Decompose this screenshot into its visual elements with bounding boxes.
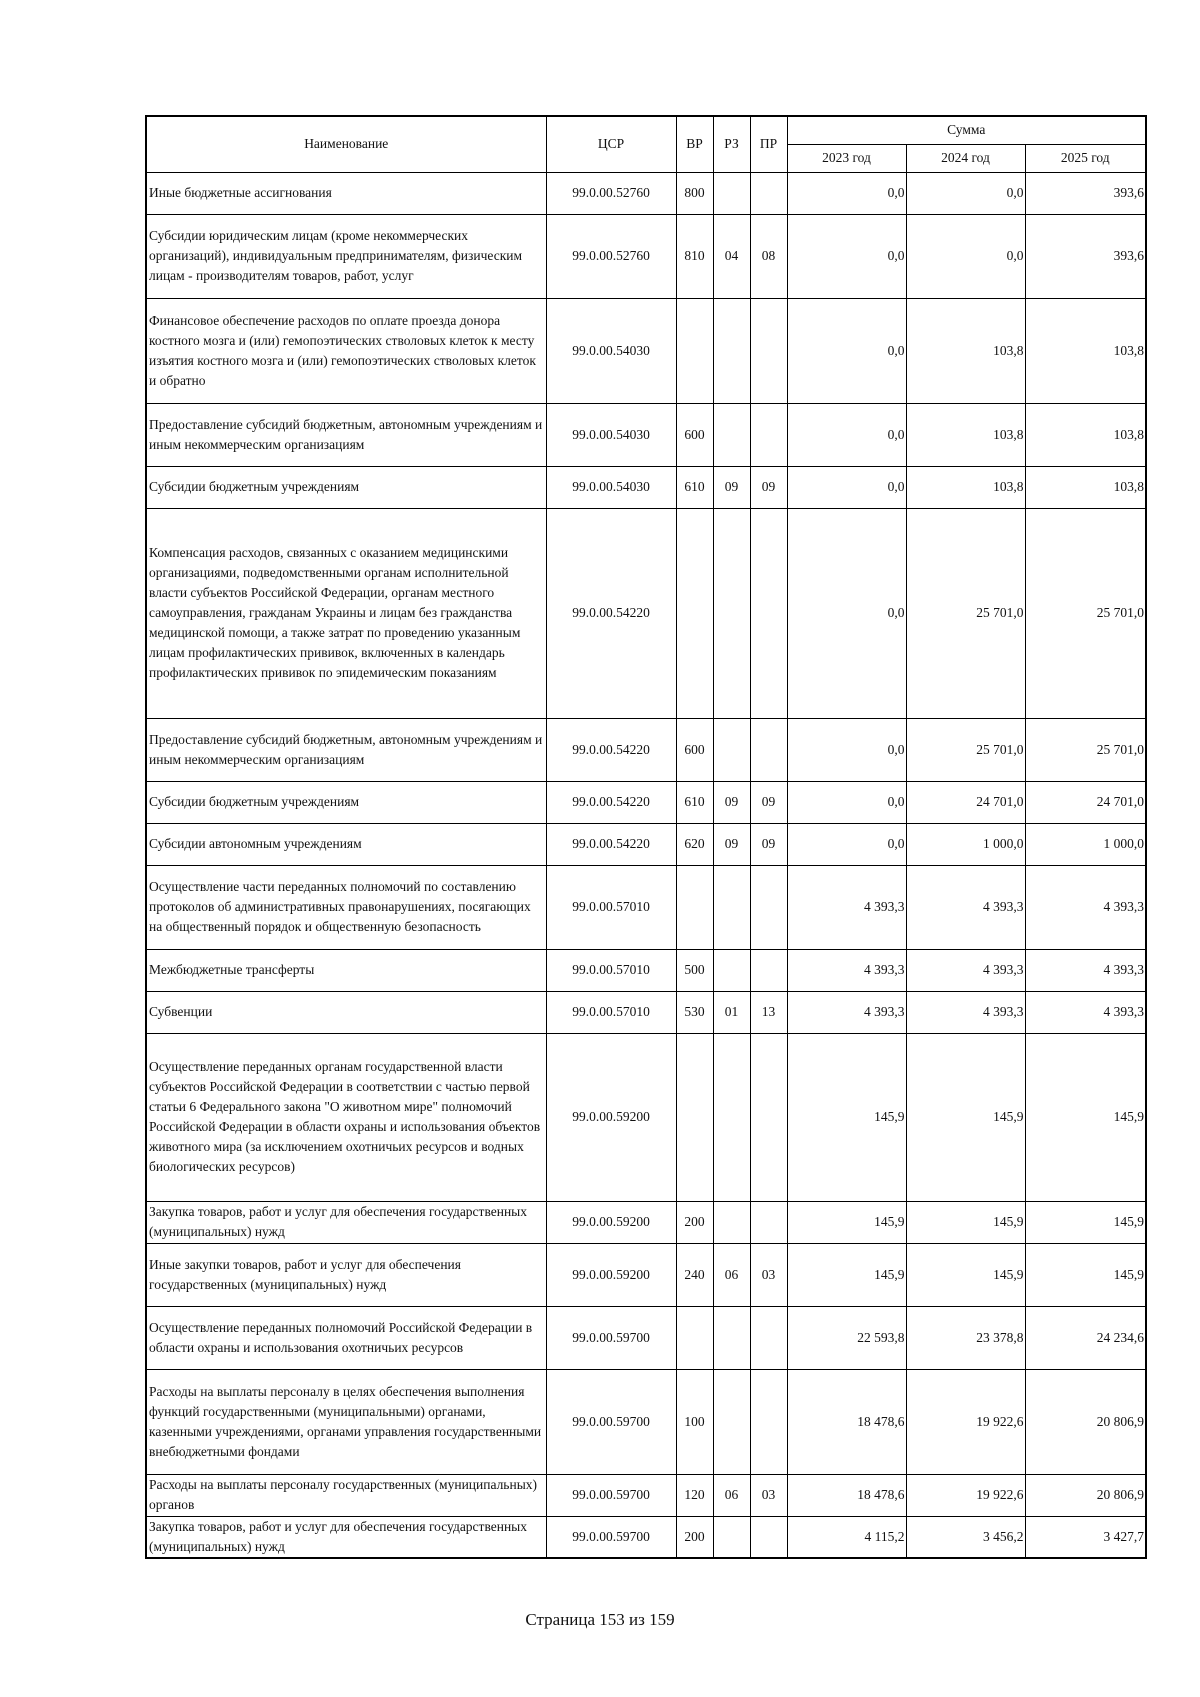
header-year-2025: 2025 год — [1025, 144, 1146, 172]
cell-pr: 03 — [750, 1474, 787, 1516]
cell-csr: 99.0.00.59700 — [546, 1516, 676, 1558]
budget-table — [145, 115, 1147, 1559]
header-row-top — [146, 116, 1146, 144]
cell-pr: 09 — [750, 823, 787, 865]
table-row — [146, 1474, 1146, 1516]
cell-2025: 103,8 — [1025, 466, 1146, 508]
cell-pr — [750, 172, 787, 214]
table-row — [146, 1516, 1146, 1558]
cell-csr: 99.0.00.59200 — [546, 1243, 676, 1306]
table-row — [146, 508, 1146, 718]
cell-2024: 23 378,8 — [906, 1306, 1025, 1369]
cell-rz: 09 — [713, 466, 750, 508]
cell-2024: 19 922,6 — [906, 1369, 1025, 1474]
cell-vr: 810 — [676, 214, 713, 298]
cell-pr — [750, 1369, 787, 1474]
cell-csr: 99.0.00.54220 — [546, 508, 676, 718]
cell-rz — [713, 1201, 750, 1243]
table-row — [146, 1243, 1146, 1306]
cell-csr: 99.0.00.54220 — [546, 718, 676, 781]
cell-csr: 99.0.00.54030 — [546, 466, 676, 508]
cell-csr: 99.0.00.59200 — [546, 1201, 676, 1243]
cell-csr: 99.0.00.57010 — [546, 991, 676, 1033]
cell-rz: 09 — [713, 781, 750, 823]
cell-2024: 24 701,0 — [906, 781, 1025, 823]
cell-vr: 610 — [676, 781, 713, 823]
cell-2025: 145,9 — [1025, 1201, 1146, 1243]
cell-2024: 1 000,0 — [906, 823, 1025, 865]
cell-csr: 99.0.00.52760 — [546, 172, 676, 214]
cell-pr: 09 — [750, 781, 787, 823]
cell-csr: 99.0.00.59200 — [546, 1033, 676, 1201]
cell-2024: 103,8 — [906, 298, 1025, 403]
cell-2025: 24 234,6 — [1025, 1306, 1146, 1369]
cell-name: Осуществление переданных органам государственной власти субъектов Российской Федерации в соответствии с частью первой статьи 6 Федерального закона "О животном мире" полномочий Российской Федерации в области охраны и использования объектов животного мира (за исключением охотничьих ресурсов и водных биологических ресурсов) — [146, 1033, 546, 1201]
cell-csr: 99.0.00.52760 — [546, 214, 676, 298]
cell-name: Субсидии бюджетным учреждениям — [146, 466, 546, 508]
cell-rz: 09 — [713, 823, 750, 865]
cell-name: Иные закупки товаров, работ и услуг для обеспечения государственных (муниципальных) нужд — [146, 1243, 546, 1306]
cell-rz — [713, 298, 750, 403]
cell-pr — [750, 949, 787, 991]
cell-csr: 99.0.00.54220 — [546, 781, 676, 823]
cell-2023: 4 393,3 — [787, 949, 906, 991]
cell-2025: 1 000,0 — [1025, 823, 1146, 865]
cell-vr: 500 — [676, 949, 713, 991]
cell-2025: 103,8 — [1025, 403, 1146, 466]
cell-2025: 103,8 — [1025, 298, 1146, 403]
cell-pr — [750, 508, 787, 718]
cell-pr: 13 — [750, 991, 787, 1033]
cell-2025: 25 701,0 — [1025, 508, 1146, 718]
cell-rz — [713, 1033, 750, 1201]
cell-2023: 0,0 — [787, 508, 906, 718]
cell-csr: 99.0.00.59700 — [546, 1474, 676, 1516]
cell-2023: 0,0 — [787, 466, 906, 508]
cell-name: Осуществление части переданных полномочий по составлению протоколов об административных правонарушениях, посягающих на общественный порядок и общественную безопасность — [146, 865, 546, 949]
table-row — [146, 718, 1146, 781]
cell-pr — [750, 1306, 787, 1369]
cell-csr: 99.0.00.57010 — [546, 865, 676, 949]
cell-2024: 4 393,3 — [906, 991, 1025, 1033]
cell-pr — [750, 1033, 787, 1201]
cell-name: Субсидии юридическим лицам (кроме некоммерческих организаций), индивидуальным предпринимателям, физическим лицам - производителям товаров, работ, услуг — [146, 214, 546, 298]
cell-name: Предоставление субсидий бюджетным, автономным учреждениям и иным некоммерческим организациям — [146, 403, 546, 466]
header-sum: Сумма — [787, 116, 1146, 144]
cell-name: Субсидии бюджетным учреждениям — [146, 781, 546, 823]
cell-2024: 103,8 — [906, 403, 1025, 466]
cell-2025: 20 806,9 — [1025, 1474, 1146, 1516]
cell-name: Осуществление переданных полномочий Российской Федерации в области охраны и использования охотничьих ресурсов — [146, 1306, 546, 1369]
cell-name: Расходы на выплаты персоналу в целях обеспечения выполнения функций государственными (муниципальными) органами, казенными учреждениями, органами управления государственными внебюджетными фондами — [146, 1369, 546, 1474]
cell-rz: 01 — [713, 991, 750, 1033]
cell-2024: 0,0 — [906, 172, 1025, 214]
cell-2024: 145,9 — [906, 1201, 1025, 1243]
cell-vr: 530 — [676, 991, 713, 1033]
cell-vr: 600 — [676, 718, 713, 781]
header-csr: ЦСР — [546, 116, 676, 172]
table-row — [146, 403, 1146, 466]
cell-2023: 4 393,3 — [787, 991, 906, 1033]
cell-name: Закупка товаров, работ и услуг для обеспечения государственных (муниципальных) нужд — [146, 1201, 546, 1243]
cell-vr: 240 — [676, 1243, 713, 1306]
cell-pr: 08 — [750, 214, 787, 298]
cell-2023: 0,0 — [787, 214, 906, 298]
cell-vr — [676, 298, 713, 403]
cell-2025: 24 701,0 — [1025, 781, 1146, 823]
cell-2025: 4 393,3 — [1025, 991, 1146, 1033]
cell-2023: 22 593,8 — [787, 1306, 906, 1369]
cell-2024: 145,9 — [906, 1033, 1025, 1201]
cell-2024: 25 701,0 — [906, 508, 1025, 718]
cell-pr — [750, 865, 787, 949]
cell-csr: 99.0.00.59700 — [546, 1369, 676, 1474]
cell-rz — [713, 508, 750, 718]
table-row — [146, 298, 1146, 403]
cell-name: Компенсация расходов, связанных с оказанием медицинскими организациями, подведомственными органам исполнительной власти субъектов Российской Федерации, органам местного самоуправления, гражданам Украины и лицам без гражданства медицинской помощи, а также затрат по проведению указанным лицам профилактических прививок, включенных в календарь профилактических прививок по эпидемическим показаниям — [146, 508, 546, 718]
cell-rz: 06 — [713, 1243, 750, 1306]
cell-vr — [676, 865, 713, 949]
cell-2023: 0,0 — [787, 823, 906, 865]
cell-2025: 20 806,9 — [1025, 1369, 1146, 1474]
cell-2024: 19 922,6 — [906, 1474, 1025, 1516]
cell-2024: 0,0 — [906, 214, 1025, 298]
cell-2023: 0,0 — [787, 172, 906, 214]
cell-rz — [713, 949, 750, 991]
cell-2023: 145,9 — [787, 1243, 906, 1306]
header-year-2024: 2024 год — [906, 144, 1025, 172]
table-row — [146, 781, 1146, 823]
header-pr: ПР — [750, 116, 787, 172]
table-row — [146, 172, 1146, 214]
cell-2024: 4 393,3 — [906, 949, 1025, 991]
cell-2024: 145,9 — [906, 1243, 1025, 1306]
cell-csr: 99.0.00.59700 — [546, 1306, 676, 1369]
cell-vr: 200 — [676, 1201, 713, 1243]
cell-2023: 4 393,3 — [787, 865, 906, 949]
cell-vr — [676, 508, 713, 718]
table-row — [146, 1306, 1146, 1369]
cell-2023: 18 478,6 — [787, 1474, 906, 1516]
table-row — [146, 1369, 1146, 1474]
cell-name: Субсидии автономным учреждениям — [146, 823, 546, 865]
cell-vr — [676, 1033, 713, 1201]
cell-pr: 03 — [750, 1243, 787, 1306]
cell-2023: 145,9 — [787, 1033, 906, 1201]
cell-pr — [750, 298, 787, 403]
cell-2024: 3 456,2 — [906, 1516, 1025, 1558]
table-row — [146, 949, 1146, 991]
cell-2023: 0,0 — [787, 403, 906, 466]
cell-2024: 25 701,0 — [906, 718, 1025, 781]
header-year-2023: 2023 год — [787, 144, 906, 172]
cell-rz — [713, 718, 750, 781]
table-row — [146, 865, 1146, 949]
cell-2025: 393,6 — [1025, 214, 1146, 298]
cell-vr: 600 — [676, 403, 713, 466]
cell-2023: 145,9 — [787, 1201, 906, 1243]
cell-vr: 200 — [676, 1516, 713, 1558]
cell-csr: 99.0.00.54220 — [546, 823, 676, 865]
header-vr: ВР — [676, 116, 713, 172]
cell-pr: 09 — [750, 466, 787, 508]
cell-name: Межбюджетные трансферты — [146, 949, 546, 991]
cell-2024: 4 393,3 — [906, 865, 1025, 949]
cell-2023: 18 478,6 — [787, 1369, 906, 1474]
cell-vr — [676, 1306, 713, 1369]
cell-vr: 800 — [676, 172, 713, 214]
cell-2025: 145,9 — [1025, 1033, 1146, 1201]
cell-vr: 100 — [676, 1369, 713, 1474]
cell-pr — [750, 1201, 787, 1243]
cell-csr: 99.0.00.54030 — [546, 403, 676, 466]
header-rz: РЗ — [713, 116, 750, 172]
cell-2024: 103,8 — [906, 466, 1025, 508]
cell-csr: 99.0.00.54030 — [546, 298, 676, 403]
cell-2023: 4 115,2 — [787, 1516, 906, 1558]
cell-2025: 4 393,3 — [1025, 865, 1146, 949]
cell-2023: 0,0 — [787, 781, 906, 823]
cell-2025: 145,9 — [1025, 1243, 1146, 1306]
cell-2025: 3 427,7 — [1025, 1516, 1146, 1558]
cell-rz — [713, 865, 750, 949]
cell-vr: 620 — [676, 823, 713, 865]
cell-rz — [713, 1516, 750, 1558]
cell-rz — [713, 1369, 750, 1474]
cell-csr: 99.0.00.57010 — [546, 949, 676, 991]
table-row — [146, 214, 1146, 298]
cell-name: Предоставление субсидий бюджетным, автономным учреждениям и иным некоммерческим организациям — [146, 718, 546, 781]
cell-2025: 4 393,3 — [1025, 949, 1146, 991]
cell-rz: 06 — [713, 1474, 750, 1516]
cell-name: Закупка товаров, работ и услуг для обеспечения государственных (муниципальных) нужд — [146, 1516, 546, 1558]
table-body — [146, 172, 1146, 1558]
cell-name: Финансовое обеспечение расходов по оплате проезда донора костного мозга и (или) гемопоэтических стволовых клеток к месту изъятия костного мозга и (или) гемопоэтических стволовых клеток и обратно — [146, 298, 546, 403]
table-row — [146, 823, 1146, 865]
cell-2025: 393,6 — [1025, 172, 1146, 214]
table-row — [146, 1201, 1146, 1243]
cell-pr — [750, 403, 787, 466]
cell-rz: 04 — [713, 214, 750, 298]
table-row — [146, 1033, 1146, 1201]
cell-2023: 0,0 — [787, 718, 906, 781]
cell-rz — [713, 403, 750, 466]
table-row — [146, 991, 1146, 1033]
cell-rz — [713, 172, 750, 214]
cell-vr: 120 — [676, 1474, 713, 1516]
header-name: Наименование — [146, 116, 546, 172]
cell-name: Субвенции — [146, 991, 546, 1033]
cell-name: Иные бюджетные ассигнования — [146, 172, 546, 214]
cell-2025: 25 701,0 — [1025, 718, 1146, 781]
cell-name: Расходы на выплаты персоналу государственных (муниципальных) органов — [146, 1474, 546, 1516]
cell-rz — [713, 1306, 750, 1369]
cell-pr — [750, 1516, 787, 1558]
page-number: Страница 153 из 159 — [525, 1610, 675, 1629]
table-row — [146, 466, 1146, 508]
cell-2023: 0,0 — [787, 298, 906, 403]
cell-pr — [750, 718, 787, 781]
cell-vr: 610 — [676, 466, 713, 508]
